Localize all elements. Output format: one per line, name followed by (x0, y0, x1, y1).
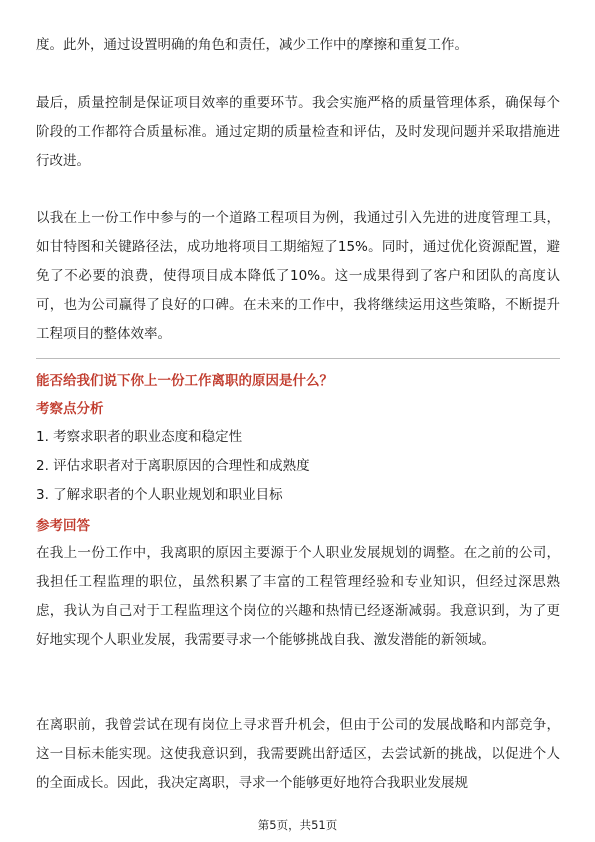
analysis-item: 3. 了解求职者的个人职业规划和职业目标 (36, 487, 283, 503)
answer-heading: 参考回答 (36, 518, 90, 534)
section-divider (36, 358, 560, 359)
answer-paragraph: 在离职前，我曾尝试在现有岗位上寻求晋升机会，但由于公司的发展战略和内部竞争，这一目标未能实现。这使我意识到，我需要跳出舒适区，去尝试新的挑战，以促进个人的全面成长。因此，我决定离职，寻求一个能够更好地符合我职业发展规 (36, 717, 560, 791)
interview-question: 能否给我们说下你上一份工作离职的原因是什么？ (36, 373, 333, 389)
analysis-heading: 考察点分析 (36, 401, 104, 417)
analysis-item: 2. 评估求职者对于离职原因的合理性和成熟度 (36, 458, 310, 474)
page-number: 第5页，共51页 (257, 818, 338, 832)
analysis-item: 1. 考察求职者的职业态度和稳定性 (36, 429, 243, 445)
paragraph-continuation: 度。此外，通过设置明确的角色和责任，减少工作中的摩擦和重复工作。 (36, 37, 468, 53)
paragraph-example-project: 以我在上一份工作中参与的一个道路工程项目为例，我通过引入先进的进度管理工具，如甘特图和关键路径法，成功地将项目工期缩短了15%。同时，通过优化资源配置，避免了不必要的浪费，使得项目成本降低了10%。这一成果得到了客户和团队的高度认可，也为公司赢得了良好的口碑。在未来的工作中，我将继续运用这些策略，不断提升工程项目的整体效率。 (36, 210, 560, 342)
paragraph-quality-control: 最后，质量控制是保证项目效率的重要环节。我会实施严格的质量管理体系，确保每个阶段的工作都符合质量标准。通过定期的质量检查和评估，及时发现问题并采取措施进行改进。 (36, 95, 560, 169)
answer-paragraph: 在我上一份工作中，我离职的原因主要源于个人职业发展规划的调整。在之前的公司，我担任工程监理的职位，虽然积累了丰富的工程管理经验和专业知识，但经过深思熟虑，我认为自己对于工程监理这个岗位的兴趣和热情已经逐渐减弱。我意识到，为了更好地实现个人职业发展，我需要寻求一个能够挑战自我、激发潜能的新领域。 (36, 545, 560, 648)
